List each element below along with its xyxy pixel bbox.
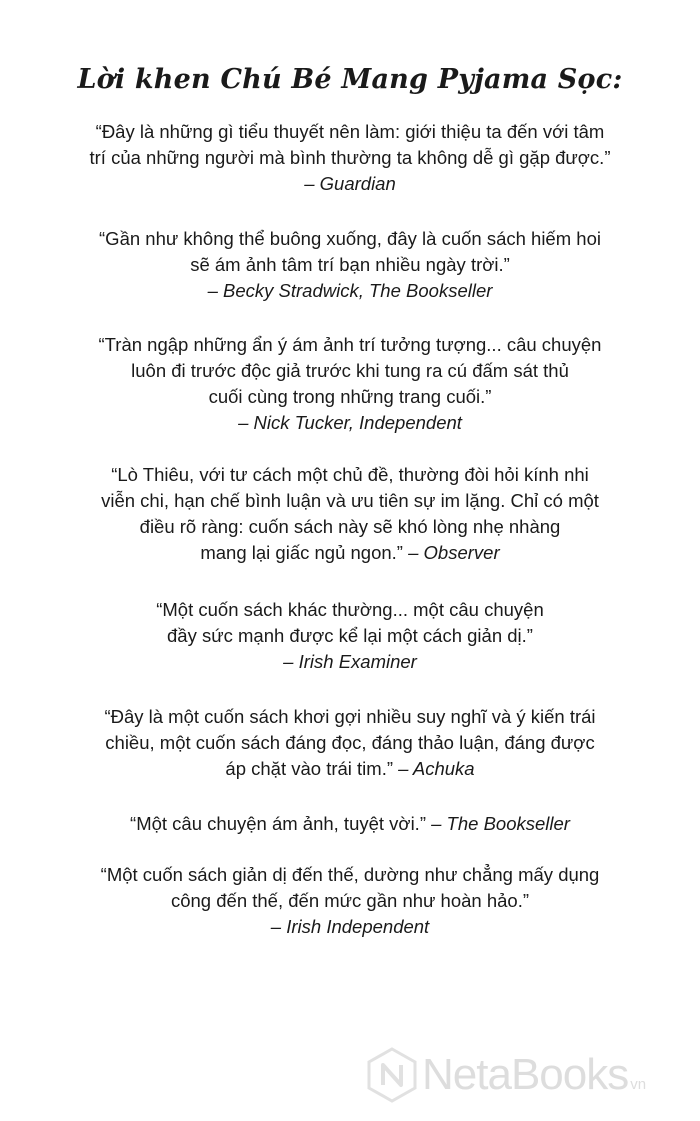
quote-line: “Một cuốn sách khác thường... một câu chuyện: [156, 599, 544, 620]
quote-line: sẽ ám ảnh tâm trí bạn nhiều ngày trời.”: [190, 254, 510, 275]
quote-line: đầy sức mạnh được kể lại một cách giản dị.”: [167, 625, 533, 646]
review-quote-8: [30, 862, 670, 940]
quote-last-line: [30, 540, 670, 566]
quote-line: “Đây là một cuốn sách khơi gợi nhiều suy nghĩ và ý kiến trái: [104, 706, 596, 727]
quote-line: trí của những người mà bình thường ta không dễ gì gặp được.”: [89, 147, 611, 168]
quote-line: “Một cuốn sách giản dị đến thế, dường như chẳng mấy dụng: [100, 864, 600, 885]
quote-line: “Lò Thiêu, với tư cách một chủ đề, thường đòi hỏi kính nhi: [111, 464, 589, 485]
quote-line: “Đây là những gì tiểu thuyết nên làm: giới thiệu ta đến với tâm: [95, 121, 605, 142]
quote-line: “Gần như không thể buông xuống, đây là cuốn sách hiếm hoi: [99, 228, 601, 249]
review-quote-5: [30, 597, 670, 675]
review-quote-7: [30, 811, 670, 837]
page-title: Lời khen Chú Bé Mang Pyjama Sọc:: [77, 64, 623, 95]
quote-source: – Irish Independent: [270, 916, 430, 937]
quote-source: – Irish Examiner: [283, 651, 417, 672]
review-quote-3: [30, 332, 670, 436]
quote-source: – Becky Stradwick, The Bookseller: [207, 280, 493, 301]
quote-line: viễn chi, hạn chế bình luận và ưu tiên sự im lặng. Chỉ có một: [101, 490, 599, 511]
quote-last-line: [30, 756, 670, 782]
quote-text: “Một câu chuyện ám ảnh, tuyệt vời.”: [130, 813, 426, 834]
review-quote-2: [30, 226, 670, 304]
quote-source: – The Bookseller: [431, 813, 570, 834]
quote-line: luôn đi trước độc giả trước khi tung ra cú đấm sát thủ: [131, 360, 569, 381]
watermark-suffix: vn: [630, 1076, 647, 1093]
quote-line: cuối cùng trong những trang cuối.”: [208, 386, 492, 407]
quote-source: – Nick Tucker, Independent: [238, 412, 462, 433]
quote-line: công đến thế, đến mức gần như hoàn hảo.”: [170, 890, 530, 911]
quote-text: mang lại giấc ngủ ngon.”: [200, 542, 403, 563]
watermark: [366, 1047, 696, 1103]
quote-last-line: [30, 811, 670, 837]
quote-line: điều rõ ràng: cuốn sách này sẽ khó lòng nhẹ nhàng: [139, 516, 561, 537]
review-quote-4: [30, 462, 670, 566]
netabooks-logo-icon: [366, 1047, 418, 1103]
quote-line: chiều, một cuốn sách đáng đọc, đáng thảo luận, đáng được: [105, 732, 595, 753]
quote-text: áp chặt vào trái tim.”: [225, 758, 393, 779]
review-quote-6: [30, 704, 670, 782]
quote-source: – Achuka: [398, 758, 475, 779]
quote-source: – Observer: [408, 542, 500, 563]
quote-source: – Guardian: [304, 173, 396, 194]
review-quote-1: [30, 119, 670, 197]
quote-line: “Tràn ngập những ẩn ý ám ảnh trí tưởng tượng... câu chuyện: [98, 334, 602, 355]
watermark-brand: NetaBooks: [422, 1050, 629, 1099]
